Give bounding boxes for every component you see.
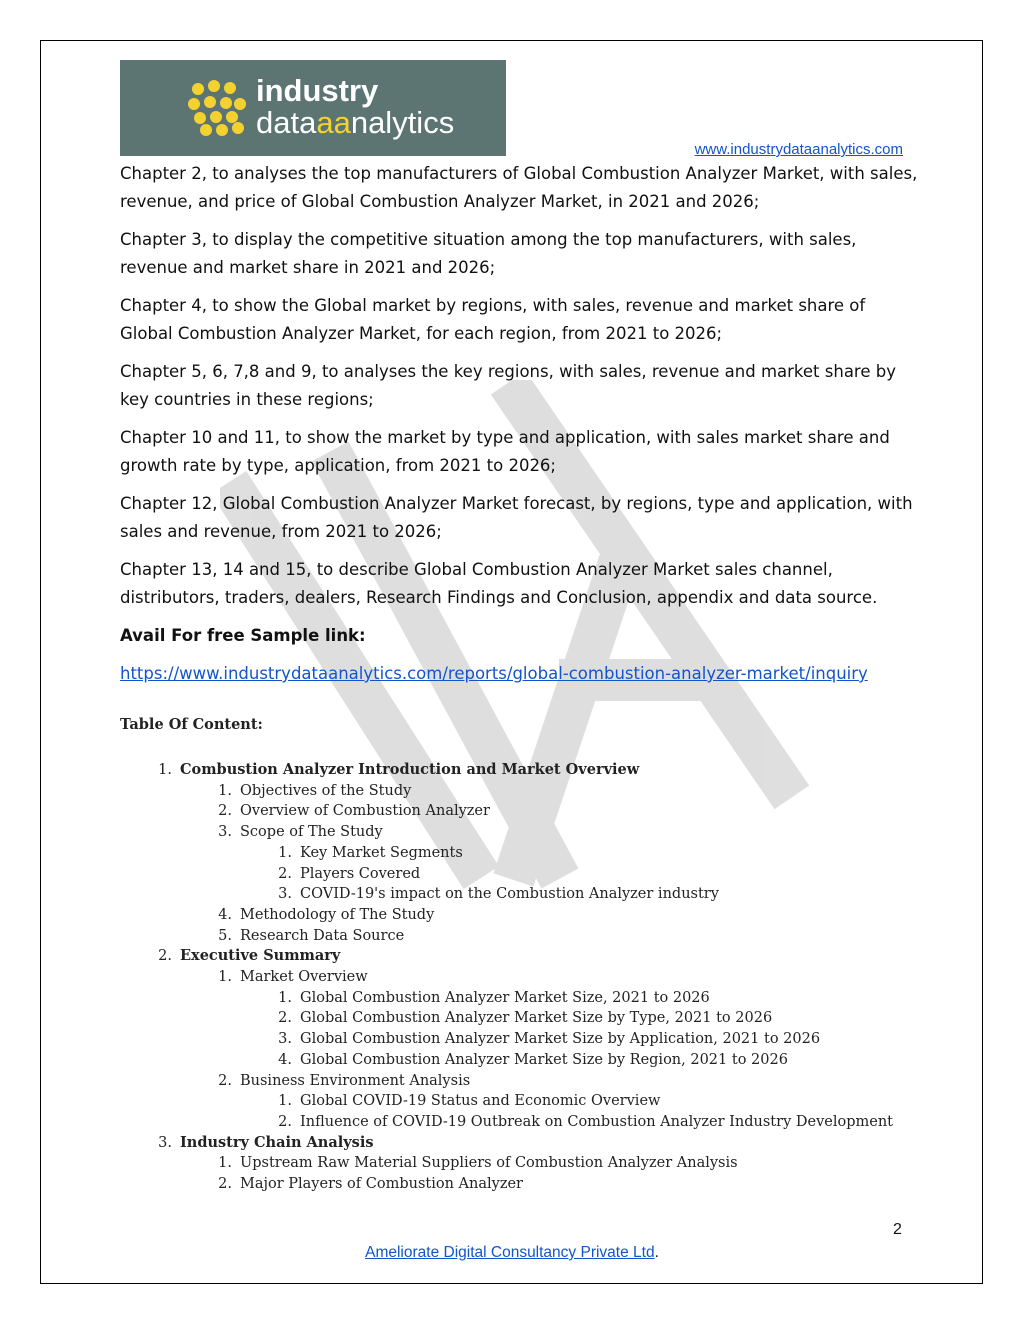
toc-item <box>212 822 383 842</box>
toc-item <box>212 905 434 925</box>
paragraph-chapter-5-9: Chapter 5, 6, 7,8 and 9, to analyses the key regions, with sales, revenue and market share by key countries in these regions; <box>120 362 896 409</box>
toc-item <box>272 1112 893 1132</box>
toc-item-number: 4. <box>278 1051 292 1068</box>
toc-item <box>272 884 719 904</box>
footer-company-link[interactable]: Ameliorate Digital Consultancy Private Ltd <box>365 1244 655 1261</box>
footer-suffix: . <box>654 1244 659 1261</box>
paragraph-chapter-2: Chapter 2, to analyses the top manufacturers of Global Combustion Analyzer Market, with sales, revenue, and price of Global Combustion Analyzer Market, in 2021 and 2026; <box>120 164 918 211</box>
toc-item-label: COVID-19's impact on the Combustion Analyzer industry <box>300 886 719 903</box>
logo-text-dataanalytics: dataaanalytics <box>256 105 455 140</box>
logo-text-industry: industry <box>256 73 379 108</box>
toc-item-label: Players Covered <box>300 865 421 882</box>
paragraph-chapter-4: Chapter 4, to show the Global market by regions, with sales, revenue and market share of Global Combustion Analyzer Market, for each region, from 2021 to 2026; <box>120 296 866 343</box>
toc-item <box>272 988 710 1008</box>
toc-item-label: Executive Summary <box>180 947 341 965</box>
paragraph-chapter-10-11: Chapter 10 and 11, to show the market by type and application, with sales market share and growth rate by type, application, from 2021 to 2026; <box>120 428 890 475</box>
toc-item-number: 2. <box>278 1010 292 1027</box>
toc-item <box>272 843 463 863</box>
toc-item-number: 3. <box>278 1031 292 1048</box>
toc-item-label: Overview of Combustion Analyzer <box>240 803 490 820</box>
toc-item-number: 3. <box>278 886 292 903</box>
toc-item-label: Global COVID-19 Status and Economic Overview <box>300 1093 661 1110</box>
toc-item <box>152 1133 374 1153</box>
toc-item-label: Upstream Raw Material Suppliers of Combustion Analyzer Analysis <box>240 1155 738 1172</box>
toc-item <box>212 781 411 801</box>
toc-item-label: Key Market Segments <box>300 844 463 861</box>
paragraph-chapter-3: Chapter 3, to display the competitive situation among the top manufacturers, with sales, revenue and market share in 2021 and 2026; <box>120 230 857 277</box>
page-number: 2 <box>893 1221 902 1238</box>
toc-item <box>272 1050 788 1070</box>
toc-item-label: Global Combustion Analyzer Market Size by Region, 2021 to 2026 <box>300 1051 788 1068</box>
toc-item-label: Influence of COVID-19 Outbreak on Combustion Analyzer Industry Development <box>300 1113 893 1130</box>
toc-item-label: Business Environment Analysis <box>240 1072 471 1089</box>
toc-item-number: 2. <box>218 1176 232 1192</box>
toc-item-label: Combustion Analyzer Introduction and Market Overview <box>180 761 640 778</box>
toc-item-label: Major Players of Combustion Analyzer <box>240 1176 523 1192</box>
toc-item <box>212 1153 738 1173</box>
toc-item-number: 5. <box>218 927 232 944</box>
toc-item-number: 3. <box>158 1134 172 1151</box>
company-logo <box>120 60 506 156</box>
toc-item-label: Research Data Source <box>240 927 405 944</box>
toc-item-number: 4. <box>218 906 232 923</box>
toc-item <box>212 1174 523 1194</box>
toc-item <box>212 967 368 987</box>
body-text <box>120 160 920 698</box>
toc-item-label: Industry Chain Analysis <box>180 1133 374 1151</box>
toc-item-number: 2. <box>218 1072 232 1089</box>
toc-title: Table Of Content: <box>120 716 263 733</box>
toc-item <box>272 1008 772 1028</box>
toc-item <box>272 1091 660 1111</box>
site-url-link[interactable]: www.industrydataanalytics.com <box>694 141 903 158</box>
footer <box>0 1244 1024 1262</box>
toc-item <box>272 1029 820 1049</box>
toc-item-number: 1. <box>278 989 292 1006</box>
toc-item <box>272 864 420 884</box>
toc-item-label: Objectives of the Study <box>240 782 412 799</box>
toc-item-number: 3. <box>218 824 232 841</box>
toc-item-number: 1. <box>218 782 232 799</box>
toc-item-number: 1. <box>278 1093 292 1110</box>
toc-item-number: 2. <box>278 865 292 882</box>
paragraph-chapter-13-15: Chapter 13, 14 and 15, to describe Global Combustion Analyzer Market sales channel, distributors, traders, dealers, Research Findings and Conclusion, appendix and data source. <box>120 560 878 607</box>
toc-item-number: 2. <box>158 948 172 965</box>
toc-item-label: Scope of The Study <box>240 824 383 841</box>
toc-item-label: Market Overview <box>240 969 368 985</box>
toc-item-number: 1. <box>278 844 292 861</box>
toc-item <box>212 801 490 821</box>
toc-item-label: Global Combustion Analyzer Market Size, 2021 to 2026 <box>300 989 710 1006</box>
sample-link[interactable]: https://www.industrydataanalytics.com/reports/global-combustion-analyzer-market/inquiry <box>120 664 868 683</box>
toc-item-label: Global Combustion Analyzer Market Size by Type, 2021 to 2026 <box>300 1010 773 1027</box>
toc-item-label: Methodology of The Study <box>240 906 435 923</box>
toc-item-number: 1. <box>218 1155 232 1172</box>
toc-item <box>152 946 340 966</box>
toc-item-number: 1. <box>158 762 172 778</box>
toc-item <box>212 1071 470 1091</box>
avail-label: Avail For free Sample link: <box>120 626 366 645</box>
toc-item <box>212 926 404 946</box>
toc-item-label: Global Combustion Analyzer Market Size by Application, 2021 to 2026 <box>300 1031 821 1048</box>
toc-item-number: 1. <box>218 969 232 985</box>
toc-item-number: 2. <box>218 803 232 820</box>
paragraph-chapter-12: Chapter 12, Global Combustion Analyzer Market forecast, by regions, type and application, with sales and revenue, from 2021 to 2026; <box>120 494 913 541</box>
toc-item-number: 2. <box>278 1113 292 1130</box>
toc-item <box>152 760 639 780</box>
